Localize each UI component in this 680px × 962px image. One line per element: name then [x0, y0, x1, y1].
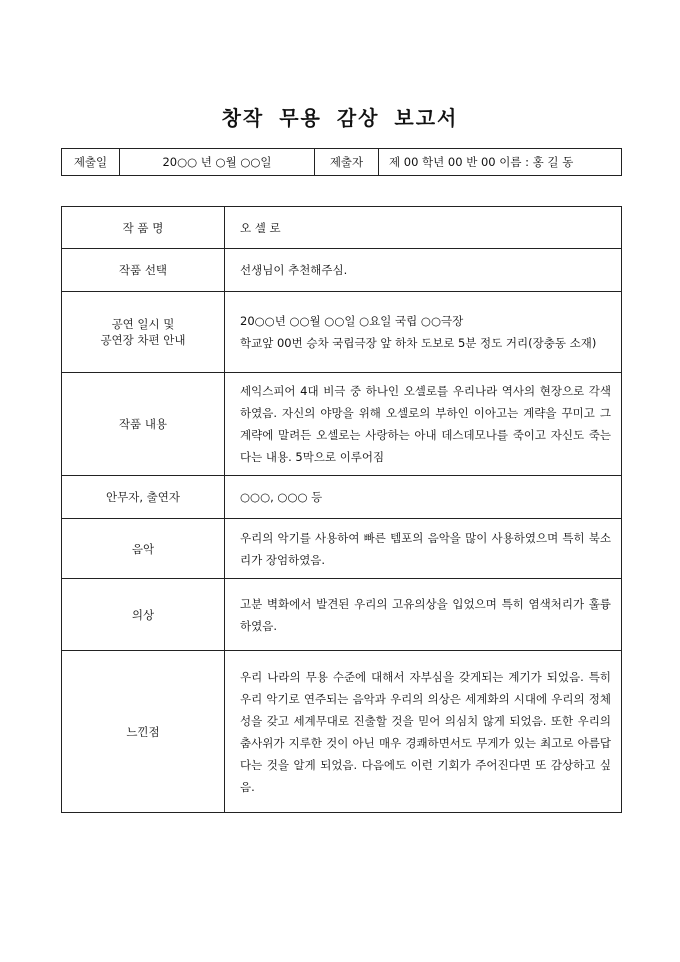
report-table: [61, 206, 622, 813]
report-row-cast: [62, 476, 622, 519]
page-title: 창작 무용 감상 보고서: [221, 106, 459, 130]
submit-date-value: 20○○ 년 ○월 ○○일: [120, 149, 315, 176]
cast-value: ○○○, ○○○ 등: [225, 476, 622, 519]
report-row-costume: [62, 579, 622, 651]
work-title-value: 오 셀 로: [225, 207, 622, 249]
submitter-label: 제출자: [315, 149, 379, 176]
schedule-value: 20○○년 ○○월 ○○일 ○요일 국립 ○○극장 학교앞 00번 승차 국립극장 앞 하차 도보로 5분 정도 거리(장충동 소재): [225, 292, 622, 373]
report-row-impressions: [62, 651, 622, 813]
selection-value: 선생님이 추천해주심.: [225, 249, 622, 292]
content-label: 작품 내용: [62, 373, 225, 476]
report-row-selection: [62, 249, 622, 292]
music-value: 우리의 악기를 사용하여 빠른 템포의 음악을 많이 사용하였으며 특히 북소리가 장엄하였음.: [225, 519, 622, 579]
submission-row: [62, 149, 622, 176]
costume-label: 의상: [62, 579, 225, 651]
selection-label: 작품 선택: [62, 249, 225, 292]
submitter-value: 제 00 학년 00 반 00 이름 : 홍 길 동: [379, 149, 622, 176]
work-title-label: 작 품 명: [62, 207, 225, 249]
submit-date-label: 제출일: [62, 149, 120, 176]
impressions-label: 느낀점: [62, 651, 225, 813]
report-row-music: [62, 519, 622, 579]
report-row-title: [62, 207, 622, 249]
costume-value: 고분 벽화에서 발견된 우리의 고유의상을 입었으며 특히 염색처리가 훌륭하였음.: [225, 579, 622, 651]
report-row-content: [62, 373, 622, 476]
music-label: 음악: [62, 519, 225, 579]
impressions-value: 우리 나라의 무용 수준에 대해서 자부심을 갖게되는 계기가 되었음. 특히 우리 악기로 연주되는 음악과 우리의 의상은 세계화의 시대에 우리의 정체성을 갖고 세계무대로 진출할 것을 믿어 의심치 않게 되었음. 또한 우리의 춤사위가 지루한 것이 아닌 매우 경쾌하면서도 무게가 있는 최고로 아름답다는 것을 알게 되었음. 다음에도 이런 기회가 주어진다면 또 감상하고 싶음.: [225, 651, 622, 813]
submission-info-table: [61, 148, 622, 176]
cast-label: 안무자, 출연자: [62, 476, 225, 519]
content-value: 세익스피어 4대 비극 중 하나인 오셀로를 우리나라 역사의 현장으로 각색하였음. 자신의 야망을 위해 오셀로의 부하인 이아고는 계략을 꾸미고 그 계략에 말려든 오셀로는 사랑하는 아내 데스데모나를 죽이고 자신도 죽는다는 내용. 5막으로 이루어짐: [225, 373, 622, 476]
schedule-label: 공연 일시 및 공연장 차편 안내: [62, 292, 225, 373]
report-row-schedule: [62, 292, 622, 373]
